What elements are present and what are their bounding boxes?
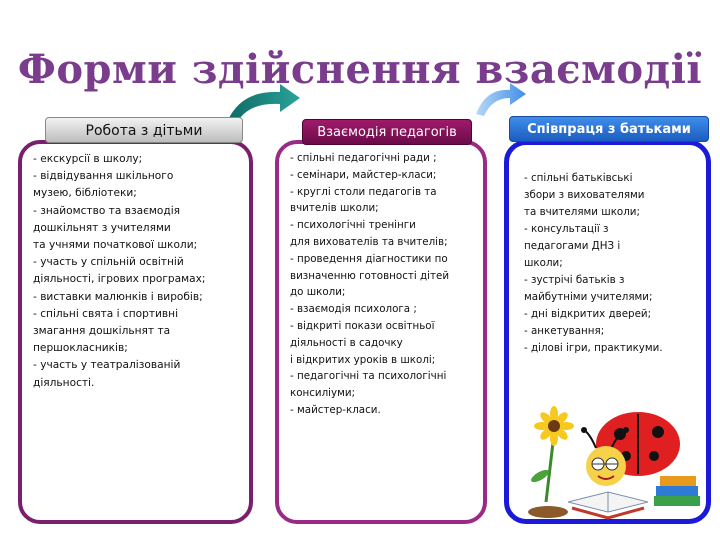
list-item: - анкетування; [524, 325, 605, 337]
list-item: - дні відкритих дверей; [524, 308, 652, 320]
list-item: - спільні батьківські [524, 172, 633, 184]
list-item: - майстер-класи. [290, 403, 381, 416]
list-item: діяльності, ігрових програмах; [33, 273, 206, 286]
list-item: - відкриті покази освітньої [290, 319, 435, 332]
list-item: визначенню готовності дітей [290, 269, 450, 282]
list-item: - участь у спільній освітній [33, 256, 184, 269]
list-item: дошкільнят з учителями [33, 221, 171, 234]
tab-teachers-header: Взаємодія педагогів [302, 119, 472, 145]
list-item: - семінари, майстер-класи; [290, 168, 437, 181]
children-activities-list [33, 151, 251, 392]
ladybug-reading-illustration [508, 384, 708, 534]
list-item: - участь у театралізованій [33, 359, 181, 372]
list-item: - психологічні тренінги [290, 219, 416, 232]
list-item: - спільні педагогічні ради ; [290, 152, 437, 164]
list-item: діяльності. [33, 376, 95, 389]
list-item: першокласників; [33, 342, 128, 355]
list-item: музею, бібліотеки; [33, 187, 137, 200]
page-title: Форми здійснення взаємодії [17, 46, 703, 93]
list-item: - проведення діагностики по [290, 252, 448, 265]
tab-children-header: Робота з дітьми [45, 117, 243, 143]
teachers-activities-list [290, 150, 482, 419]
list-item: для вихователів та вчителів; [290, 235, 448, 248]
list-item: - педагогічні та психологічні [290, 370, 447, 383]
list-item: педагогами ДНЗ і [524, 240, 621, 252]
list-item: та вчителями школи; [524, 206, 640, 218]
list-item: - екскурсії в школу; [33, 153, 143, 165]
list-item: до школи; [290, 286, 346, 299]
list-item: і відкритих уроків в школі; [290, 353, 436, 366]
tab-parents-header: Співпраця з батьками [509, 116, 709, 142]
list-item: - ділові ігри, практикуми. [524, 342, 663, 354]
curved-arrow-icon [472, 80, 532, 120]
list-item: - спільні свята і спортивні [33, 307, 179, 320]
list-item: - взаємодія психолога ; [290, 303, 417, 316]
list-item: - знайомство та взаємодія [33, 204, 181, 217]
list-item: та учнями початкової школи; [33, 239, 198, 252]
parents-activities-list [524, 170, 708, 357]
list-item: вчителів школи; [290, 202, 379, 215]
list-item: - зустрічі батьків з [524, 274, 625, 286]
list-item: діяльності в садочку [290, 336, 403, 349]
list-item: збори з вихователями [524, 189, 645, 201]
list-item: - виставки малюнків і виробів; [33, 290, 203, 303]
list-item: змагання дошкільнят та [33, 325, 171, 338]
list-item: школи; [524, 257, 563, 269]
list-item: - відвідування шкільного [33, 170, 174, 183]
list-item: майбутніми учителями; [524, 291, 653, 303]
list-item: - консультації з [524, 223, 609, 235]
list-item: - круглі столи педагогів та [290, 185, 437, 198]
list-item: консиліуми; [290, 387, 356, 400]
